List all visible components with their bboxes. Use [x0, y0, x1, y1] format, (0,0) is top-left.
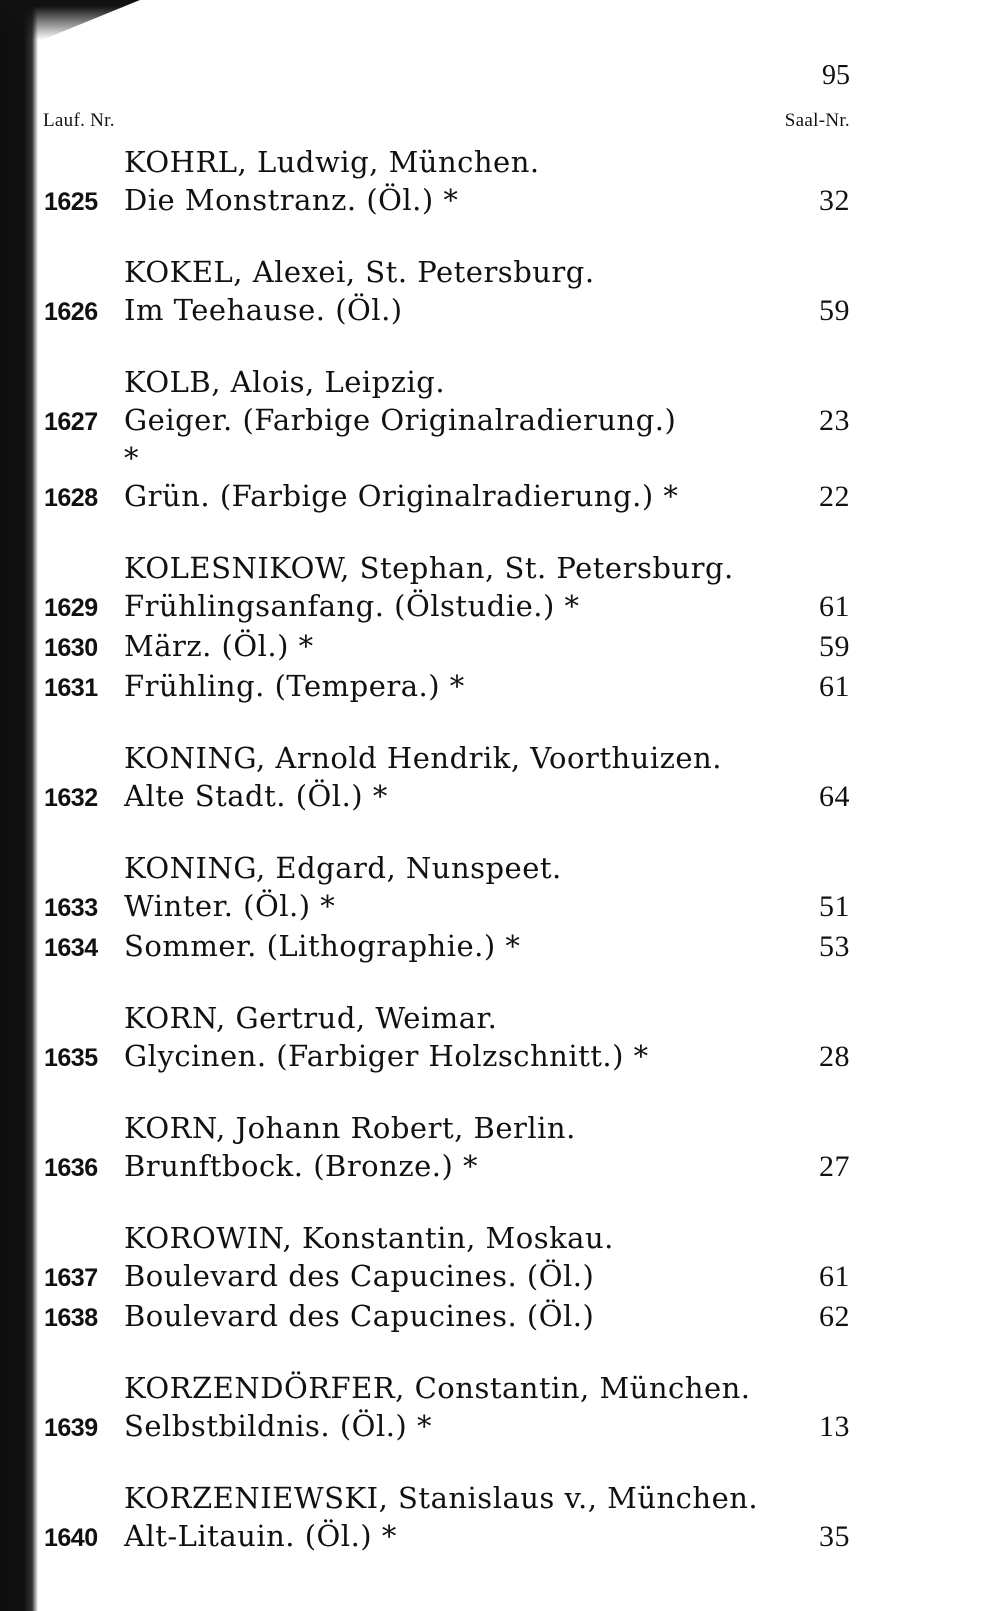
entry-title: Frühling. (Tempera.) * — [124, 669, 465, 703]
entry-saal-number: 62 — [819, 1300, 850, 1333]
artist-name: KORZENDÖRFER, Constantin, München. — [124, 1371, 751, 1405]
catalog-entry — [0, 777, 1000, 817]
entry-title: Glycinen. (Farbiger Holzschnitt.) * — [124, 1039, 649, 1073]
artist-name: KOLB, Alois, Leipzig. — [124, 365, 446, 399]
entry-number: 1635 — [44, 1044, 98, 1072]
catalog-entry — [0, 1407, 1000, 1447]
entry-number: 1630 — [44, 634, 98, 662]
entry-title: März. (Öl.) * — [124, 629, 314, 663]
entry-saal-number: 61 — [819, 590, 850, 623]
artist-name: KORN, Johann Robert, Berlin. — [124, 1111, 576, 1145]
catalog-list — [0, 135, 1000, 1557]
entry-number: 1633 — [44, 894, 98, 922]
entry-saal-number: 22 — [819, 480, 850, 513]
catalog-entry — [0, 1257, 1000, 1297]
entry-number: 1638 — [44, 1304, 98, 1332]
entry-title: Brunftbock. (Bronze.) * — [124, 1149, 479, 1183]
catalog-entry — [0, 477, 1000, 517]
catalog-entry — [0, 1297, 1000, 1337]
entry-number: 1640 — [44, 1524, 98, 1552]
entry-number: 1627 — [44, 408, 98, 436]
entry-title: Alt-Litauin. (Öl.) * — [124, 1519, 397, 1553]
entry-saal-number: 27 — [819, 1150, 850, 1183]
catalog-entry — [0, 1037, 1000, 1077]
entry-saal-number: 61 — [819, 1260, 850, 1293]
entry-number: 1637 — [44, 1264, 98, 1292]
artist-name: KORN, Gertrud, Weimar. — [124, 1001, 498, 1035]
catalog-entry — [0, 401, 1000, 477]
entry-number: 1636 — [44, 1154, 98, 1182]
page-number: 95 — [822, 60, 850, 91]
catalog-entry — [0, 927, 1000, 967]
catalog-entry — [0, 181, 1000, 221]
entry-number: 1632 — [44, 784, 98, 812]
entry-number: 1631 — [44, 674, 98, 702]
catalog-entry — [0, 667, 1000, 707]
catalog-entry — [0, 1517, 1000, 1557]
artist-name: KOROWIN, Konstantin, Moskau. — [124, 1221, 614, 1255]
entry-title: Alte Stadt. (Öl.) * — [124, 779, 388, 813]
catalog-entry — [0, 887, 1000, 927]
entry-saal-number: 59 — [819, 294, 850, 327]
artist-name: KOLESNIKOW, Stephan, St. Petersburg. — [124, 551, 734, 585]
entry-title: Sommer. (Lithographie.) * — [124, 929, 521, 963]
entry-title: Selbstbildnis. (Öl.) * — [124, 1409, 432, 1443]
entry-saal-number: 51 — [819, 890, 850, 923]
entry-number: 1629 — [44, 594, 98, 622]
entry-number: 1634 — [44, 934, 98, 962]
entry-title: Winter. (Öl.) * — [124, 889, 336, 923]
column-header-lauf-nr: Lauf. Nr. — [43, 110, 115, 131]
entry-title: Boulevard des Capucines. (Öl.) — [124, 1299, 595, 1333]
entry-title: Boulevard des Capucines. (Öl.) — [124, 1259, 595, 1293]
entry-saal-number: 32 — [819, 184, 850, 217]
entry-saal-number: 64 — [819, 780, 850, 813]
entry-number: 1639 — [44, 1414, 98, 1442]
entry-saal-number: 59 — [819, 630, 850, 663]
entry-saal-number: 28 — [819, 1040, 850, 1073]
catalog-entry — [0, 291, 1000, 331]
entry-saal-number: 61 — [819, 670, 850, 703]
entry-saal-number: 53 — [819, 930, 850, 963]
entry-saal-number: 23 — [819, 404, 850, 437]
artist-name: KOHRL, Ludwig, München. — [124, 145, 540, 179]
entry-number: 1625 — [44, 188, 98, 216]
entry-title: Frühlingsanfang. (Ölstudie.) * — [124, 589, 580, 623]
catalog-entry — [0, 587, 1000, 627]
entry-saal-number: 35 — [819, 1520, 850, 1553]
column-header-saal-nr: Saal-Nr. — [784, 110, 850, 131]
entry-number: 1628 — [44, 484, 98, 512]
entry-title: Die Monstranz. (Öl.) * — [124, 183, 459, 217]
entry-number: 1626 — [44, 298, 98, 326]
entry-title: Grün. (Farbige Originalradierung.) * — [124, 479, 679, 513]
entry-saal-number: 13 — [819, 1410, 850, 1443]
entry-title: Im Teehause. (Öl.) — [124, 293, 403, 327]
catalog-entry — [0, 627, 1000, 667]
artist-name: KONING, Edgard, Nunspeet. — [124, 851, 562, 885]
scan-corner-shadow — [0, 0, 140, 40]
catalog-entry — [0, 1147, 1000, 1187]
artist-name: KOKEL, Alexei, St. Petersburg. — [124, 255, 595, 289]
artist-name: KORZENIEWSKI, Stanislaus v., München. — [124, 1481, 759, 1515]
artist-name: KONING, Arnold Hendrik, Voorthuizen. — [124, 741, 722, 775]
entry-title: Geiger. (Farbige Originalradierung.) * — [124, 403, 677, 475]
